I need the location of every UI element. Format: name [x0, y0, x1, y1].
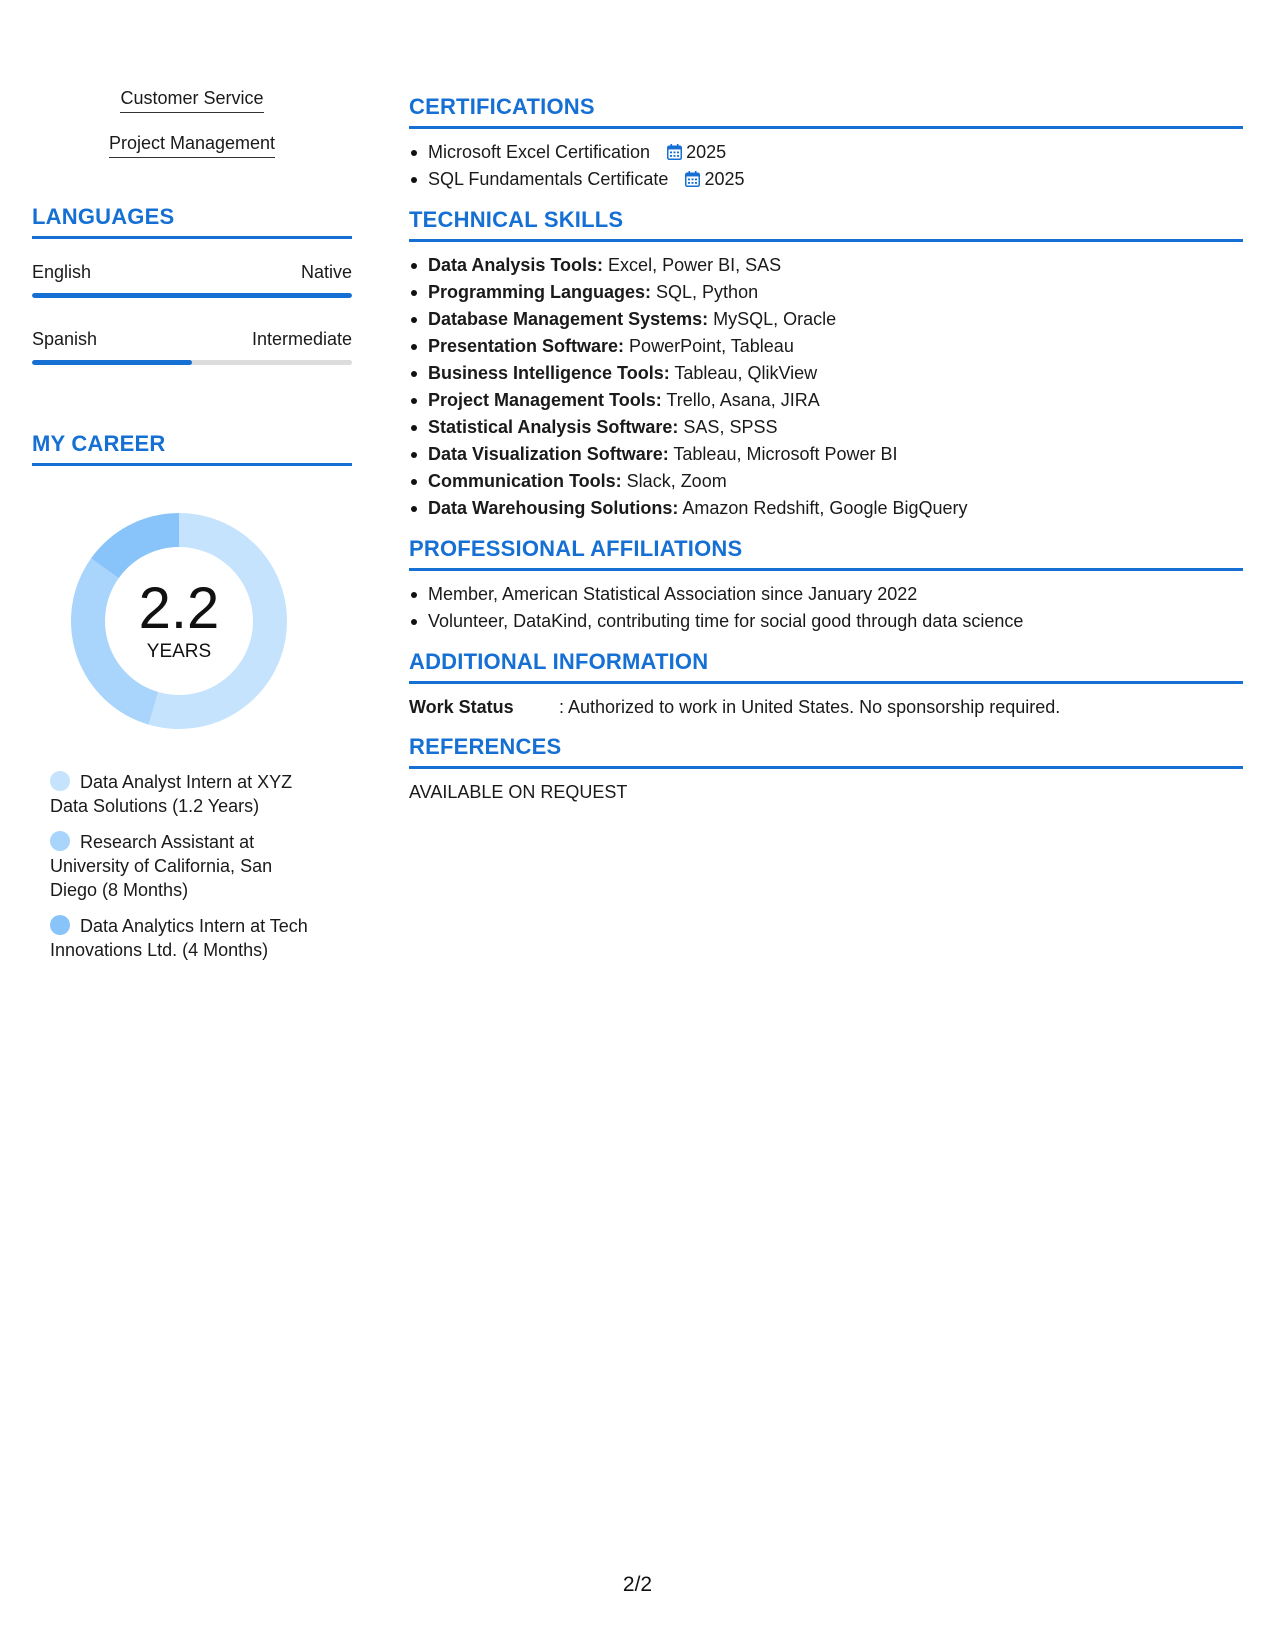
additional-info-heading: ADDITIONAL INFORMATION: [409, 649, 1243, 684]
career-item: [50, 914, 322, 962]
language-proficiency-fill: [32, 360, 192, 365]
career-donut-chart: [64, 506, 294, 736]
technical-skills-section: [409, 207, 1243, 522]
affiliations-heading: PROFESSIONAL AFFILIATIONS: [409, 536, 1243, 571]
languages-heading: LANGUAGES: [32, 204, 352, 239]
career-item-text: Data Analyst Intern at XYZ Data Solutions (1.2 Years): [50, 772, 293, 816]
skill-value: Trello, Asana, JIRA: [661, 390, 820, 410]
certification-name: Microsoft Excel Certification: [428, 142, 651, 162]
skill-value: PowerPoint, Tableau: [624, 336, 794, 356]
skill-value: SQL, Python: [651, 282, 759, 302]
skill-label: Business Intelligence Tools:: [428, 363, 670, 383]
additional-info-section: [409, 649, 1243, 720]
skill-item: [409, 495, 1243, 522]
right-column: [409, 94, 1243, 819]
language-name: English: [32, 262, 92, 282]
references-section: [409, 734, 1243, 805]
career-list: [32, 770, 322, 962]
skill-item: [409, 333, 1243, 360]
affiliation-item: Member, American Statistical Association since January 2022: [409, 581, 1243, 608]
skill-tag: Customer Service: [120, 86, 263, 113]
skill-item: [409, 468, 1243, 495]
skill-value: SAS, SPSS: [678, 417, 778, 437]
skill-label: Database Management Systems:: [428, 309, 709, 329]
skill-value: Tableau, QlikView: [669, 363, 818, 383]
certification-item: [409, 166, 1243, 193]
certification-year: 2025: [686, 142, 727, 162]
language-level: Native: [300, 262, 352, 282]
skill-item: [409, 387, 1243, 414]
affiliations-section: [409, 536, 1243, 635]
skill-label: Data Visualization Software:: [428, 444, 669, 464]
technical-skills-heading: TECHNICAL SKILLS: [409, 207, 1243, 242]
skill-item: [409, 414, 1243, 441]
certifications-heading: CERTIFICATIONS: [409, 94, 1243, 129]
skill-label: Data Analysis Tools:: [428, 255, 604, 275]
language-row: [32, 261, 352, 298]
certifications-section: [409, 94, 1243, 193]
career-total-unit: YEARS: [146, 641, 212, 662]
language-level: Intermediate: [251, 329, 352, 349]
skill-label: Programming Languages:: [428, 282, 652, 302]
career-color-dot: [50, 915, 70, 935]
left-column: [32, 86, 352, 974]
skill-item: [409, 279, 1243, 306]
skill-label: Statistical Analysis Software:: [428, 417, 679, 437]
skill-value: Amazon Redshift, Google BigQuery: [678, 498, 968, 518]
skill-tags: [32, 86, 352, 176]
language-name: Spanish: [32, 329, 98, 349]
skill-value: Slack, Zoom: [621, 471, 727, 491]
language-proficiency-bar: [32, 293, 352, 298]
career-item-text: Research Assistant at University of California, San Diego (8 Months): [50, 832, 273, 900]
calendar-icon: [685, 171, 700, 187]
skill-item: [409, 360, 1243, 387]
skill-tag: Project Management: [109, 131, 275, 158]
career-item-text: Data Analytics Intern at Tech Innovations Ltd. (4 Months): [50, 916, 308, 960]
language-proficiency-bar: [32, 360, 352, 365]
career-heading: MY CAREER: [32, 431, 352, 466]
career-color-dot: [50, 771, 70, 791]
skill-label: Communication Tools:: [428, 471, 622, 491]
references-heading: REFERENCES: [409, 734, 1243, 769]
career-item: [50, 770, 322, 818]
skill-value: Excel, Power BI, SAS: [603, 255, 782, 275]
work-status-row: [409, 694, 1243, 720]
work-status-label: Work Status: [409, 697, 514, 717]
skill-value: Tableau, Microsoft Power BI: [668, 444, 898, 464]
affiliation-item: Volunteer, DataKind, contributing time for social good through data science: [409, 608, 1243, 635]
certification-name: SQL Fundamentals Certificate: [428, 169, 669, 189]
career-item: [50, 830, 322, 902]
references-text: AVAILABLE ON REQUEST: [409, 782, 628, 802]
skill-label: Project Management Tools:: [428, 390, 662, 410]
career-total-years: 2.2: [138, 576, 220, 641]
certification-year: 2025: [704, 169, 745, 189]
skill-item: [409, 441, 1243, 468]
language-row: [32, 328, 352, 365]
skill-label: Presentation Software:: [428, 336, 625, 356]
skill-label: Data Warehousing Solutions:: [428, 498, 679, 518]
page-number: 2/2: [622, 1573, 653, 1596]
language-proficiency-fill: [32, 293, 352, 298]
calendar-icon: [667, 144, 682, 160]
skill-value: MySQL, Oracle: [708, 309, 837, 329]
career-color-dot: [50, 831, 70, 851]
certification-item: [409, 139, 1243, 166]
skill-item: [409, 252, 1243, 279]
skill-item: [409, 306, 1243, 333]
work-status-value: : Authorized to work in United States. No sponsorship required.: [559, 697, 1061, 717]
